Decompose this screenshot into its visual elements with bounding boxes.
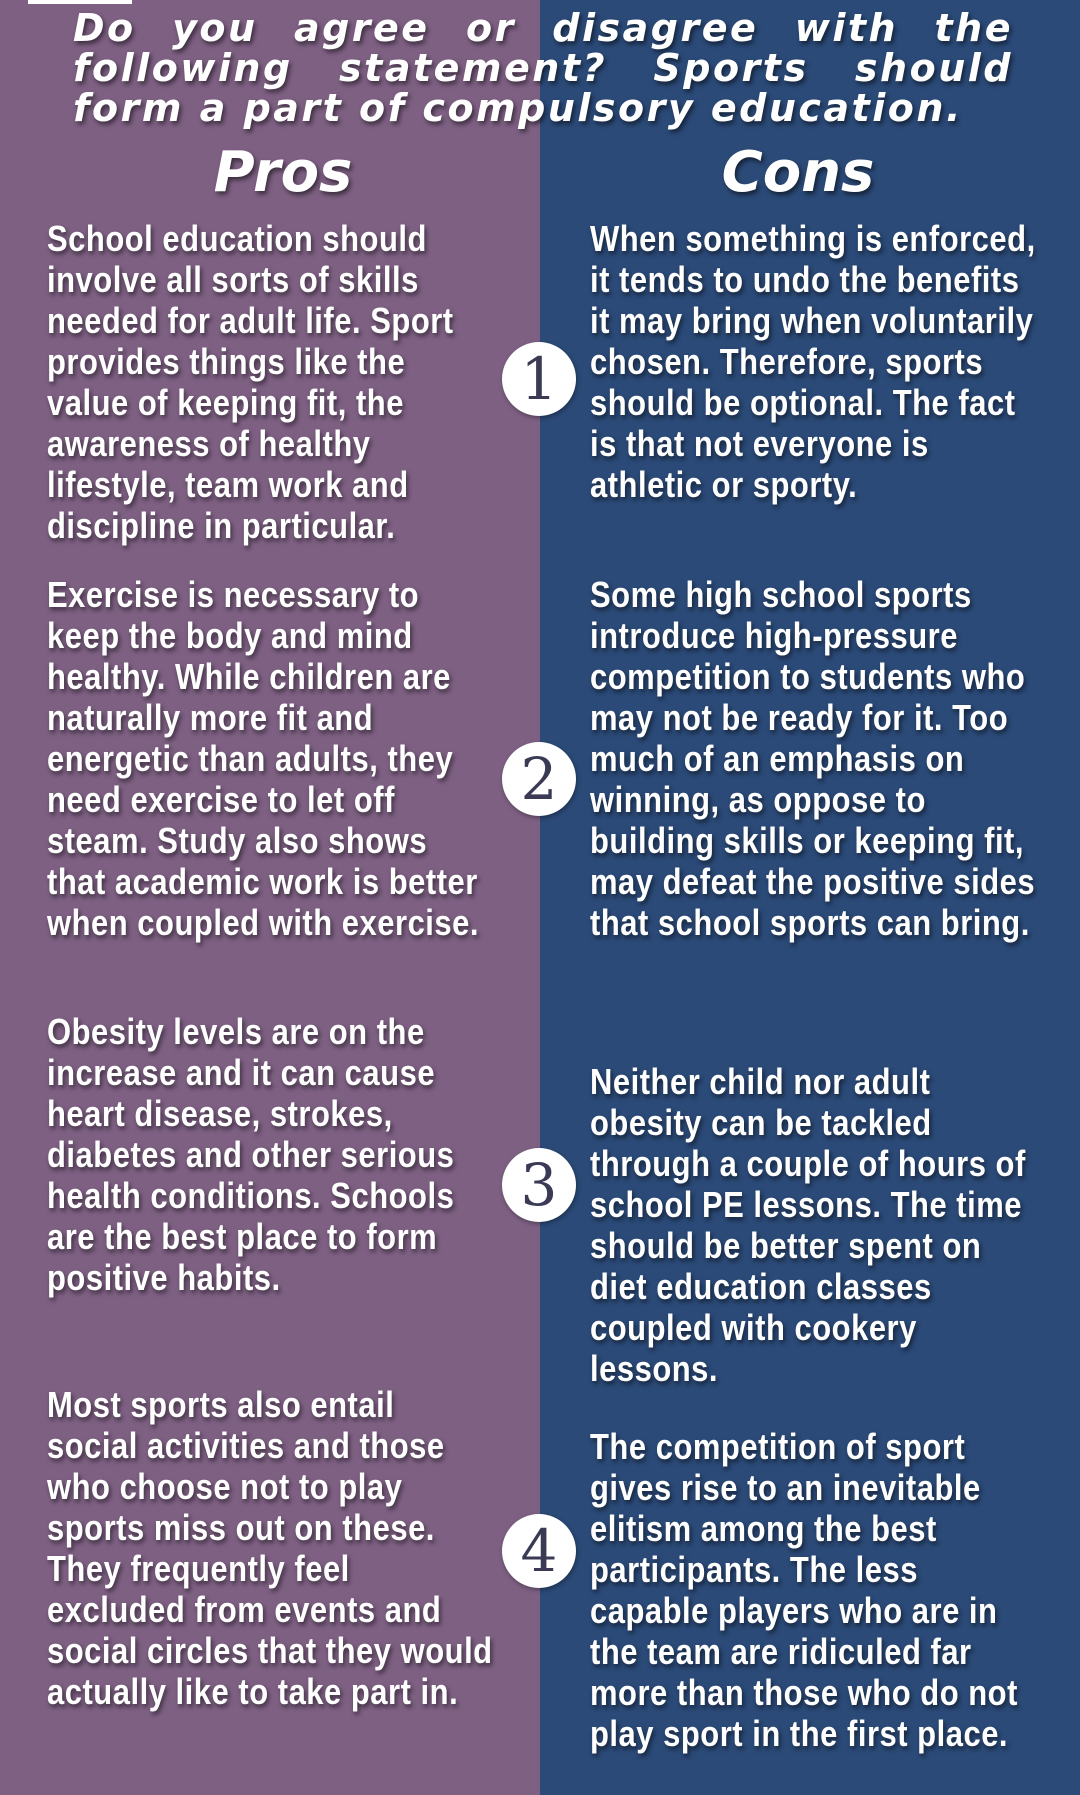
con-argument-4: The competition of sport gives rise to an inevitable elitism among the best participants. The less capable players who are in the team are ridiculed far more than those who do not play sport in the first place. <box>590 1426 1018 1754</box>
number-badge-2: 2 <box>502 742 576 816</box>
number-badge-1: 1 <box>502 342 576 416</box>
number-badge-3: 3 <box>502 1148 576 1222</box>
pro-argument-2: Exercise is necessary to keep the body and mind healthy. While children are naturally more fit and energetic than adults, they need exercise to let off steam. Study also shows that academic work is better when coupled with exercise. <box>47 574 480 943</box>
pro-argument-3: Obesity levels are on the increase and it can cause heart disease, strokes, diabetes and other serious health conditions. Schools are the best place to form positive habits. <box>47 1011 455 1298</box>
pro-argument-4: Most sports also entail social activities and those who choose not to play sports miss out on these. They frequently feel excluded from events and social circles that they would actually like to take part in. <box>47 1384 493 1712</box>
con-argument-2: Some high school sports introduce high-pressure competition to students who may not be ready for it. Too much of an emphasis on winning, as oppose to building skills or keeping fit, may defeat the positive sides that school sports can bring. <box>590 574 1036 943</box>
pro-argument-1: School education should involve all sorts of skills needed for adult life. Sport provides things like the value of keeping fit, the awareness of healthy lifestyle, team work and discipline in particular. <box>47 218 454 546</box>
con-argument-3: Neither child nor adult obesity can be tackled through a couple of hours of school PE lessons. The time should be better spent on diet education classes coupled with cookery lessons. <box>590 1061 1026 1389</box>
question-title: Do you agree or disagree with the following statement? Sports should form a part of compulsory education. <box>73 6 1013 130</box>
number-badge-4: 4 <box>502 1514 576 1588</box>
top-accent-bar <box>28 0 132 4</box>
pros-heading: Pros <box>213 140 353 205</box>
cons-heading: Cons <box>721 140 875 205</box>
con-argument-1: When something is enforced, it tends to undo the benefits it may bring when voluntarily chosen. Therefore, sports should be optional. The fact is that not everyone is athletic or sporty. <box>590 218 1036 505</box>
